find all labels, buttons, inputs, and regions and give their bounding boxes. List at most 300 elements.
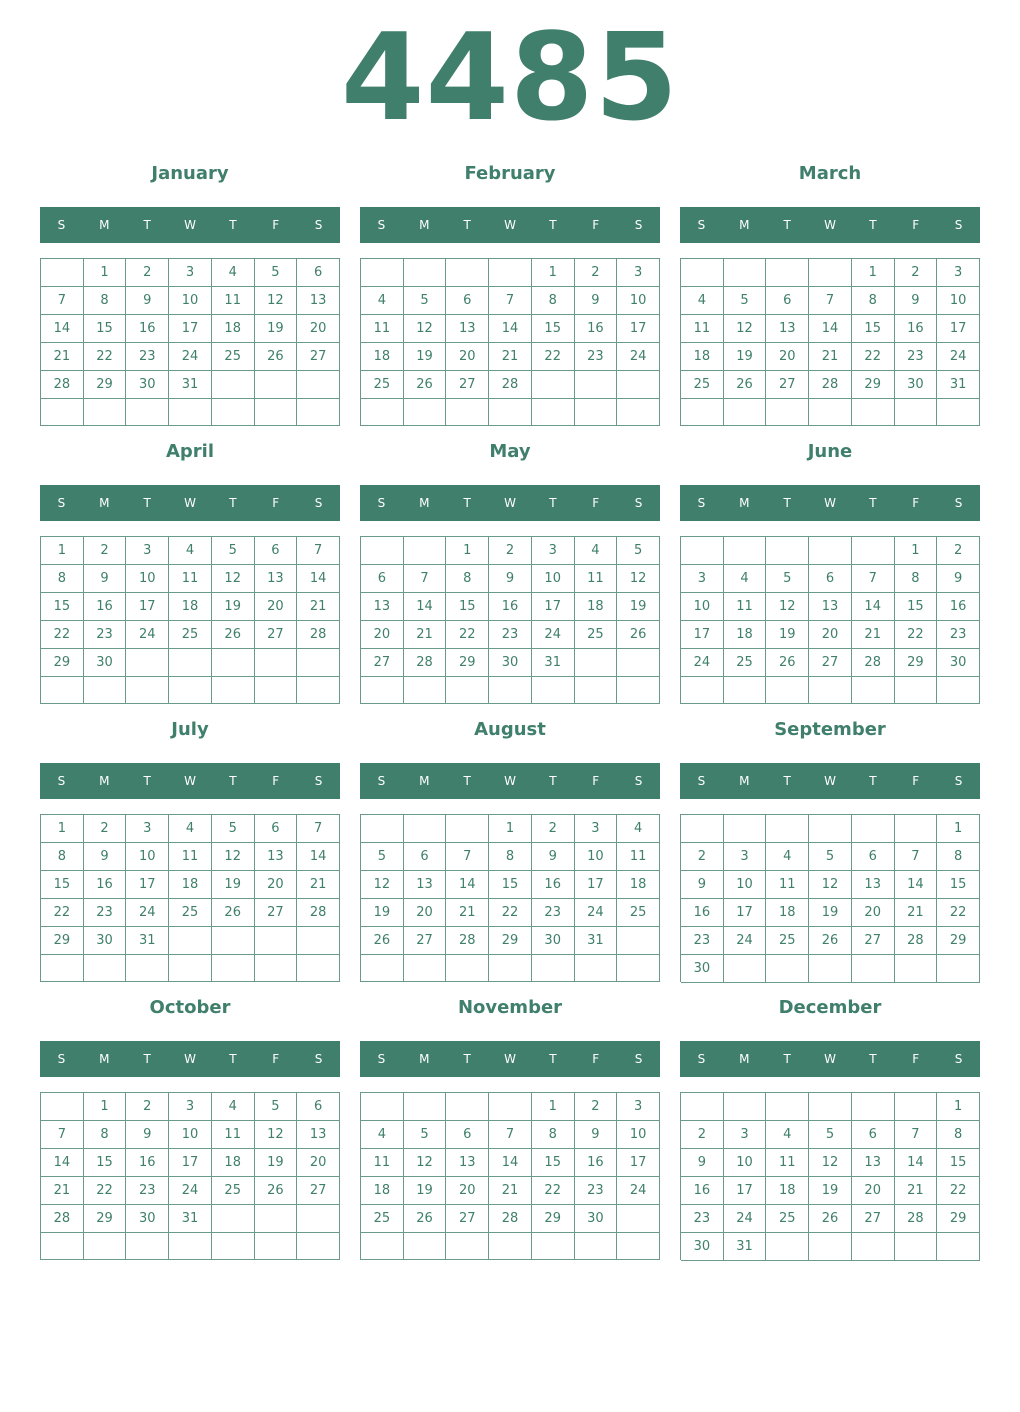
empty-day-cell [766, 815, 809, 843]
day-cell: 24 [575, 899, 618, 927]
empty-day-cell [255, 927, 298, 955]
day-cell: 19 [255, 1149, 298, 1177]
weekday-label: T [783, 774, 791, 788]
weekday-label: T [463, 774, 471, 788]
day-cell: 11 [361, 1149, 404, 1177]
empty-day-cell [617, 927, 660, 955]
day-cell: 8 [41, 843, 84, 871]
weekday-label: W [184, 774, 196, 788]
day-cell: 18 [766, 899, 809, 927]
day-cell: 10 [937, 287, 980, 315]
weekday-label: M [739, 218, 750, 232]
day-cell: 14 [404, 593, 447, 621]
empty-day-cell [617, 649, 660, 677]
day-cell: 15 [446, 593, 489, 621]
day-cell: 16 [126, 315, 169, 343]
weekday-label: M [99, 774, 110, 788]
day-cell: 1 [41, 815, 84, 843]
day-cell: 13 [446, 315, 489, 343]
day-cell: 24 [724, 1205, 767, 1233]
day-cell: 23 [681, 927, 724, 955]
weekday-label: S [697, 1052, 706, 1066]
day-cell: 2 [681, 1121, 724, 1149]
day-cell: 2 [937, 537, 980, 565]
day-cell: 29 [532, 1205, 575, 1233]
day-cell: 27 [766, 371, 809, 399]
day-cell: 6 [297, 1093, 340, 1121]
day-cell: 29 [446, 649, 489, 677]
empty-day-cell [895, 955, 938, 983]
empty-day-cell [852, 399, 895, 426]
empty-day-cell [809, 1233, 852, 1261]
weekday-label: T [783, 218, 791, 232]
day-cell: 17 [575, 871, 618, 899]
day-cell: 28 [297, 621, 340, 649]
day-cell: 19 [361, 899, 404, 927]
day-cell: 5 [212, 815, 255, 843]
day-cell: 29 [895, 649, 938, 677]
day-cell: 8 [446, 565, 489, 593]
day-cell: 25 [617, 899, 660, 927]
day-cell: 30 [937, 649, 980, 677]
empty-day-cell [766, 1093, 809, 1121]
day-cell: 20 [297, 315, 340, 343]
day-cell: 24 [724, 927, 767, 955]
empty-day-cell [575, 955, 618, 982]
day-cell: 12 [809, 871, 852, 899]
empty-day-cell [446, 399, 489, 426]
month-march [680, 160, 980, 438]
day-cell: 8 [489, 843, 532, 871]
weekday-header [360, 485, 660, 521]
empty-day-cell [617, 1205, 660, 1233]
weekday-label: S [954, 1052, 963, 1066]
day-cell: 12 [361, 871, 404, 899]
empty-day-cell [489, 1093, 532, 1121]
empty-day-cell [532, 371, 575, 399]
empty-day-cell [404, 1093, 447, 1121]
empty-day-cell [126, 1233, 169, 1260]
day-cell: 6 [852, 843, 895, 871]
day-cell: 15 [937, 871, 980, 899]
day-cell: 17 [169, 1149, 212, 1177]
day-cell: 4 [766, 843, 809, 871]
month-january [40, 160, 340, 438]
day-cell: 7 [489, 1121, 532, 1149]
day-cell: 24 [126, 899, 169, 927]
day-cell: 13 [361, 593, 404, 621]
day-cell: 9 [937, 565, 980, 593]
month-may [360, 438, 660, 716]
day-cell: 27 [297, 1177, 340, 1205]
day-cell: 20 [852, 899, 895, 927]
weekday-label: T [229, 496, 237, 510]
day-cell: 24 [532, 621, 575, 649]
day-cell: 20 [404, 899, 447, 927]
day-cell: 15 [489, 871, 532, 899]
day-cell: 27 [852, 1205, 895, 1233]
day-cell: 9 [532, 843, 575, 871]
day-cell: 24 [937, 343, 980, 371]
weekday-label: M [739, 774, 750, 788]
day-grid [360, 536, 660, 704]
day-cell: 1 [937, 815, 980, 843]
day-cell: 1 [489, 815, 532, 843]
day-cell: 12 [766, 593, 809, 621]
month-title: November [457, 997, 563, 1018]
weekday-label: M [99, 1052, 110, 1066]
empty-day-cell [404, 815, 447, 843]
day-cell: 17 [617, 1149, 660, 1177]
day-cell: 28 [446, 927, 489, 955]
empty-day-cell [446, 955, 489, 982]
day-cell: 3 [937, 259, 980, 287]
day-cell: 28 [852, 649, 895, 677]
day-cell: 14 [446, 871, 489, 899]
empty-day-cell [361, 1093, 404, 1121]
weekday-label: T [549, 218, 557, 232]
empty-day-cell [809, 815, 852, 843]
day-cell: 22 [532, 1177, 575, 1205]
day-cell: 21 [809, 343, 852, 371]
day-cell: 10 [126, 843, 169, 871]
day-cell: 2 [126, 1093, 169, 1121]
day-cell: 26 [361, 927, 404, 955]
day-cell: 26 [617, 621, 660, 649]
day-cell: 9 [575, 1121, 618, 1149]
day-cell: 28 [297, 899, 340, 927]
day-cell: 11 [617, 843, 660, 871]
day-cell: 23 [681, 1205, 724, 1233]
day-cell: 14 [297, 843, 340, 871]
day-cell: 28 [809, 371, 852, 399]
weekday-label: F [272, 1052, 280, 1066]
weekday-label: T [143, 1052, 151, 1066]
day-cell: 19 [212, 871, 255, 899]
empty-day-cell [446, 1093, 489, 1121]
weekday-label: S [634, 774, 643, 788]
day-cell: 1 [41, 537, 84, 565]
day-cell: 22 [84, 343, 127, 371]
day-cell: 17 [724, 1177, 767, 1205]
day-cell: 2 [84, 815, 127, 843]
empty-day-cell [126, 955, 169, 982]
day-cell: 16 [937, 593, 980, 621]
day-cell: 22 [852, 343, 895, 371]
day-cell: 14 [489, 315, 532, 343]
day-cell: 11 [169, 565, 212, 593]
empty-day-cell [41, 1233, 84, 1260]
day-cell: 4 [681, 287, 724, 315]
day-cell: 13 [446, 1149, 489, 1177]
day-cell: 3 [724, 843, 767, 871]
empty-day-cell [255, 955, 298, 982]
empty-day-cell [361, 815, 404, 843]
weekday-label: T [229, 218, 237, 232]
day-cell: 17 [617, 315, 660, 343]
day-cell: 17 [532, 593, 575, 621]
day-cell: 5 [617, 537, 660, 565]
weekday-label: F [592, 1052, 600, 1066]
empty-day-cell [937, 1233, 980, 1261]
day-cell: 11 [212, 1121, 255, 1149]
day-cell: 19 [809, 899, 852, 927]
day-cell: 6 [255, 815, 298, 843]
day-grid [360, 1092, 660, 1260]
weekday-label: T [463, 218, 471, 232]
day-cell: 6 [446, 287, 489, 315]
empty-day-cell [404, 259, 447, 287]
day-cell: 30 [489, 649, 532, 677]
weekday-label: S [314, 1052, 323, 1066]
day-cell: 28 [41, 1205, 84, 1233]
empty-day-cell [766, 399, 809, 426]
day-cell: 18 [575, 593, 618, 621]
empty-day-cell [169, 399, 212, 426]
day-cell: 5 [404, 1121, 447, 1149]
weekday-label: T [869, 496, 877, 510]
day-cell: 22 [937, 899, 980, 927]
day-cell: 21 [446, 899, 489, 927]
day-cell: 16 [895, 315, 938, 343]
weekday-label: T [783, 1052, 791, 1066]
empty-day-cell [404, 677, 447, 704]
day-cell: 17 [169, 315, 212, 343]
empty-day-cell [575, 371, 618, 399]
day-cell: 31 [575, 927, 618, 955]
weekday-label: S [57, 1052, 66, 1066]
day-cell: 22 [489, 899, 532, 927]
day-cell: 3 [169, 1093, 212, 1121]
day-cell: 20 [446, 1177, 489, 1205]
day-cell: 13 [404, 871, 447, 899]
empty-day-cell [575, 399, 618, 426]
empty-day-cell [852, 1093, 895, 1121]
weekday-label: F [912, 774, 920, 788]
weekday-header [360, 1041, 660, 1077]
day-cell: 14 [852, 593, 895, 621]
empty-day-cell [681, 815, 724, 843]
day-cell: 8 [895, 565, 938, 593]
day-cell: 28 [489, 371, 532, 399]
day-cell: 20 [255, 593, 298, 621]
day-cell: 13 [852, 871, 895, 899]
empty-day-cell [489, 677, 532, 704]
month-title: September [774, 719, 886, 740]
day-grid [40, 814, 340, 982]
weekday-label: F [912, 218, 920, 232]
empty-day-cell [532, 399, 575, 426]
day-cell: 22 [937, 1177, 980, 1205]
empty-day-cell [895, 1233, 938, 1261]
day-cell: 13 [852, 1149, 895, 1177]
month-title: February [464, 163, 556, 184]
day-cell: 9 [126, 287, 169, 315]
empty-day-cell [169, 955, 212, 982]
empty-day-cell [489, 399, 532, 426]
empty-day-cell [169, 677, 212, 704]
day-cell: 29 [937, 1205, 980, 1233]
empty-day-cell [126, 677, 169, 704]
day-cell: 21 [41, 343, 84, 371]
day-cell: 10 [681, 593, 724, 621]
day-cell: 30 [532, 927, 575, 955]
weekday-label: S [314, 774, 323, 788]
weekday-label: T [869, 218, 877, 232]
day-cell: 15 [852, 315, 895, 343]
day-cell: 27 [361, 649, 404, 677]
empty-day-cell [724, 399, 767, 426]
day-grid [680, 258, 980, 426]
empty-day-cell [809, 1093, 852, 1121]
empty-day-cell [809, 259, 852, 287]
weekday-label: S [57, 218, 66, 232]
month-title: May [489, 441, 531, 462]
empty-day-cell [84, 399, 127, 426]
day-cell: 27 [255, 899, 298, 927]
empty-day-cell [617, 677, 660, 704]
empty-day-cell [41, 1093, 84, 1121]
day-cell: 12 [404, 1149, 447, 1177]
day-cell: 12 [255, 287, 298, 315]
day-cell: 9 [575, 287, 618, 315]
day-cell: 2 [532, 815, 575, 843]
day-cell: 13 [766, 315, 809, 343]
day-cell: 22 [41, 899, 84, 927]
day-cell: 9 [126, 1121, 169, 1149]
day-cell: 29 [84, 371, 127, 399]
day-cell: 25 [169, 621, 212, 649]
day-cell: 26 [404, 371, 447, 399]
day-cell: 16 [84, 871, 127, 899]
day-cell: 3 [575, 815, 618, 843]
weekday-label: T [463, 496, 471, 510]
day-cell: 9 [84, 565, 127, 593]
day-cell: 22 [84, 1177, 127, 1205]
day-cell: 14 [809, 315, 852, 343]
empty-day-cell [212, 955, 255, 982]
empty-day-cell [255, 1233, 298, 1260]
weekday-label: W [504, 218, 516, 232]
day-cell: 11 [681, 315, 724, 343]
day-cell: 4 [169, 815, 212, 843]
day-cell: 25 [212, 1177, 255, 1205]
day-cell: 17 [937, 315, 980, 343]
day-cell: 16 [681, 899, 724, 927]
day-cell: 4 [575, 537, 618, 565]
day-cell: 13 [297, 287, 340, 315]
empty-day-cell [404, 399, 447, 426]
day-cell: 23 [895, 343, 938, 371]
day-cell: 10 [169, 1121, 212, 1149]
empty-day-cell [895, 677, 938, 704]
day-cell: 2 [84, 537, 127, 565]
month-november [360, 994, 660, 1272]
day-cell: 15 [41, 593, 84, 621]
empty-day-cell [297, 677, 340, 704]
weekday-label: F [592, 774, 600, 788]
weekday-label: T [549, 496, 557, 510]
day-cell: 20 [446, 343, 489, 371]
day-cell: 24 [681, 649, 724, 677]
empty-day-cell [617, 1233, 660, 1260]
empty-day-cell [681, 259, 724, 287]
weekday-label: T [783, 496, 791, 510]
day-cell: 24 [617, 343, 660, 371]
empty-day-cell [361, 677, 404, 704]
empty-day-cell [446, 1233, 489, 1260]
day-cell: 16 [575, 315, 618, 343]
weekday-label: W [824, 774, 836, 788]
day-cell: 3 [617, 259, 660, 287]
day-cell: 19 [809, 1177, 852, 1205]
day-cell: 31 [169, 371, 212, 399]
day-cell: 11 [361, 315, 404, 343]
day-cell: 15 [84, 1149, 127, 1177]
empty-day-cell [617, 399, 660, 426]
empty-day-cell [212, 399, 255, 426]
day-cell: 13 [255, 565, 298, 593]
day-cell: 30 [84, 649, 127, 677]
day-cell: 26 [404, 1205, 447, 1233]
day-cell: 1 [852, 259, 895, 287]
empty-day-cell [361, 399, 404, 426]
empty-day-cell [724, 259, 767, 287]
day-cell: 21 [41, 1177, 84, 1205]
day-cell: 26 [809, 927, 852, 955]
empty-day-cell [852, 1233, 895, 1261]
day-cell: 14 [41, 315, 84, 343]
day-cell: 8 [532, 1121, 575, 1149]
weekday-header [680, 207, 980, 243]
weekday-label: F [592, 218, 600, 232]
empty-day-cell [724, 677, 767, 704]
day-cell: 28 [404, 649, 447, 677]
day-cell: 4 [617, 815, 660, 843]
day-cell: 10 [126, 565, 169, 593]
weekday-header [40, 485, 340, 521]
day-cell: 1 [84, 1093, 127, 1121]
day-cell: 6 [404, 843, 447, 871]
day-cell: 18 [212, 315, 255, 343]
day-cell: 20 [297, 1149, 340, 1177]
day-cell: 30 [681, 955, 724, 983]
day-cell: 5 [404, 287, 447, 315]
day-cell: 17 [681, 621, 724, 649]
day-cell: 24 [169, 343, 212, 371]
weekday-label: T [229, 1052, 237, 1066]
empty-day-cell [724, 537, 767, 565]
empty-day-cell [41, 259, 84, 287]
empty-day-cell [617, 371, 660, 399]
day-cell: 15 [84, 315, 127, 343]
day-cell: 30 [126, 1205, 169, 1233]
weekday-label: F [912, 1052, 920, 1066]
month-october [40, 994, 340, 1272]
day-cell: 5 [809, 843, 852, 871]
day-cell: 25 [361, 371, 404, 399]
empty-day-cell [766, 259, 809, 287]
day-cell: 31 [169, 1205, 212, 1233]
day-grid [40, 536, 340, 704]
empty-day-cell [724, 955, 767, 983]
day-cell: 5 [255, 1093, 298, 1121]
day-cell: 8 [84, 287, 127, 315]
empty-day-cell [297, 371, 340, 399]
day-cell: 31 [724, 1233, 767, 1261]
day-cell: 27 [446, 1205, 489, 1233]
empty-day-cell [809, 537, 852, 565]
